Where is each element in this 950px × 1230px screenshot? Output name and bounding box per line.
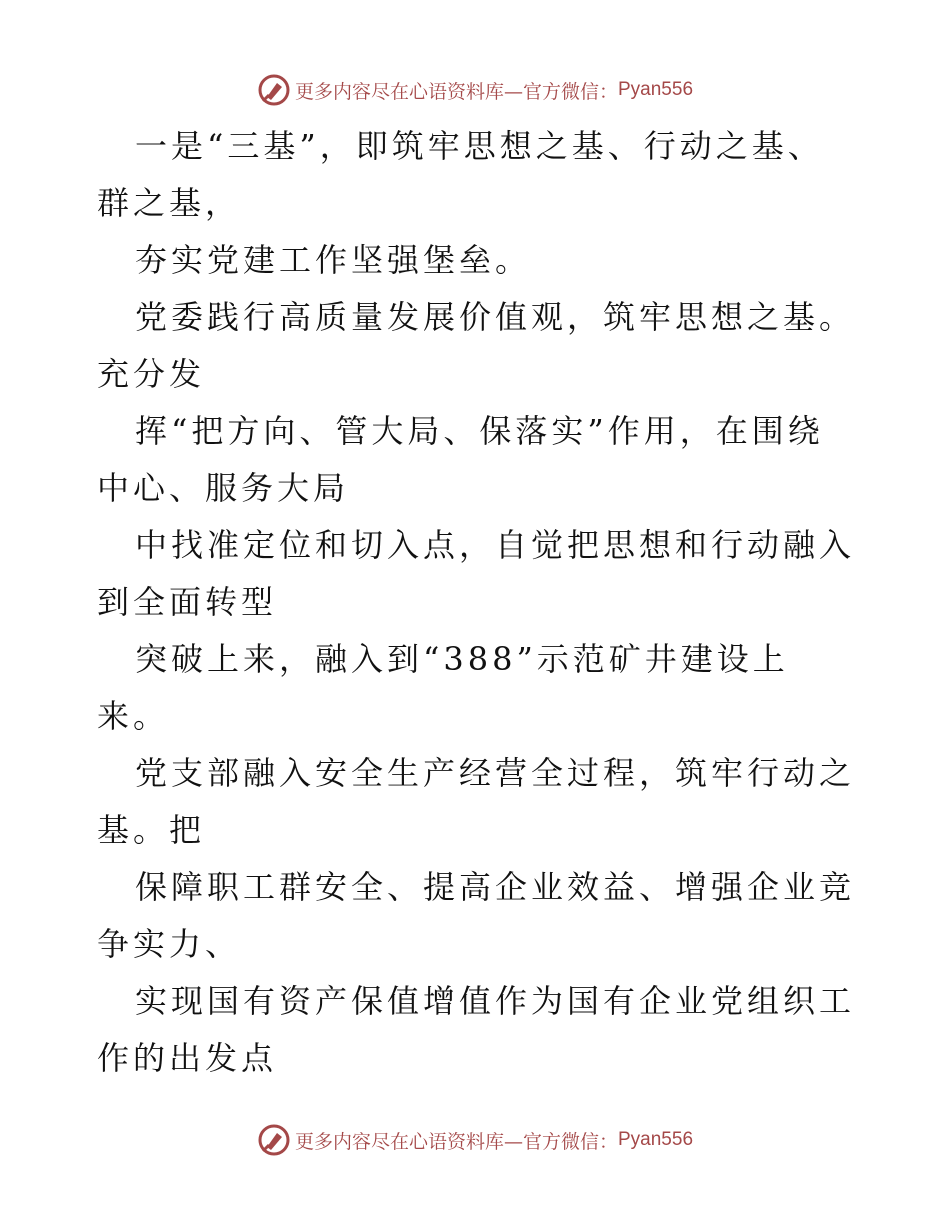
- paragraph: 夯实党建工作坚强堡垒。: [135, 241, 532, 279]
- header-banner-brand: Pyan556: [618, 79, 694, 100]
- pen-nib-circle-icon: [257, 73, 291, 107]
- paragraph: 保障职工群安全、提高企业效益、增强企业竞争实力、: [97, 868, 856, 963]
- header-watermark: [0, 70, 950, 110]
- paragraph: 突破上来，融入到“388”示范矿井建设上来。: [97, 640, 789, 735]
- footer-watermark: [0, 1120, 950, 1160]
- pen-nib-circle-icon: [257, 1123, 291, 1157]
- paragraph: 党委践行高质量发展价值观，筑牢思想之基。充分发: [97, 298, 856, 393]
- paragraph: 挥“把方向、管大局、保落实”作用，在围绕中心、服务大局: [97, 412, 824, 507]
- paragraph: 党支部融入安全生产经营全过程，筑牢行动之基。把: [97, 754, 856, 849]
- footer-banner-text: 更多内容尽在心语资料库—官方微信：: [294, 1130, 618, 1153]
- document-body: [97, 118, 857, 1087]
- paragraph: 中找准定位和切入点，自觉把思想和行动融入到全面转型: [97, 526, 856, 621]
- header-banner-text: 更多内容尽在心语资料库—官方微信：: [294, 80, 618, 103]
- paragraph: 实现国有资产保值增值作为国有企业党组织工作的出发点: [97, 982, 856, 1077]
- footer-banner-brand: Pyan556: [618, 1129, 694, 1150]
- paragraph: 一是“三基”，即筑牢思想之基、行动之基、群之基，: [97, 127, 824, 222]
